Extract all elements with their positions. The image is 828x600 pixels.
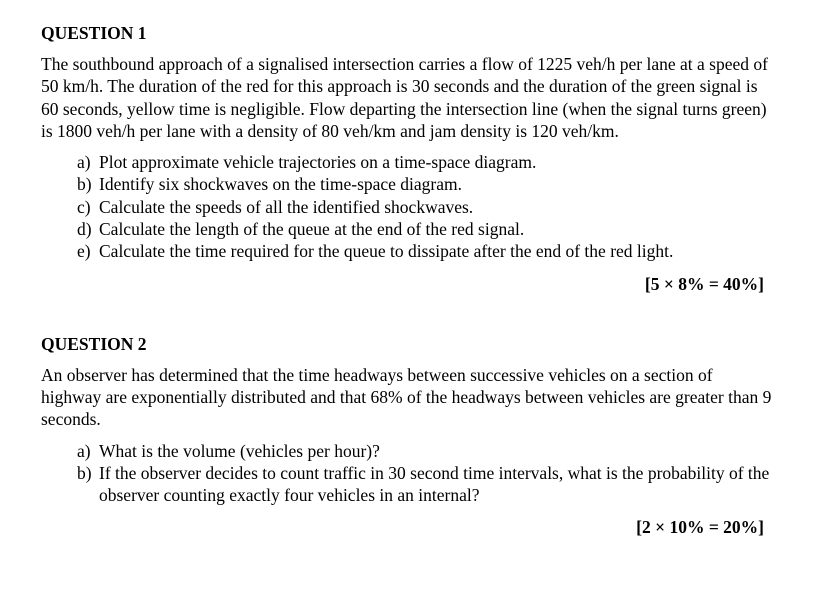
question-2-part-b: [77, 462, 776, 507]
part-text: Calculate the time required for the queue to dissipate after the end of the red light.: [99, 241, 674, 262]
exam-page: [41, 0, 776, 538]
question-2-title: QUESTION 2: [41, 333, 147, 354]
question-1-marks: [5 × 8% = 40%]: [644, 273, 764, 294]
question-1-part-d: [77, 218, 776, 240]
part-label: a): [77, 440, 91, 461]
part-label: a): [77, 152, 91, 173]
part-text: Calculate the length of the queue at the end of the red signal.: [99, 219, 525, 240]
part-label: d): [77, 219, 92, 240]
question-2: [41, 333, 776, 539]
part-label: b): [77, 174, 92, 195]
part-text: If the observer decides to count traffic in 30 second time intervals, what is the probability of the observer counting exactly four vehicles in an internal?: [99, 462, 770, 506]
part-label: b): [77, 462, 92, 483]
part-text: Plot approximate vehicle trajectories on a time-space diagram.: [99, 152, 537, 173]
question-2-parts: [41, 440, 776, 507]
question-1-part-b: [77, 173, 776, 195]
part-label: e): [77, 241, 91, 262]
question-1-body: The southbound approach of a signalised intersection carries a flow of 1225 veh/h per lane at a speed of 50 km/h. The duration of the red for this approach is 30 seconds and the duration of the green signal is 60 seconds, yellow time is negligible. Flow departing the intersection line (when the signal turns green) is 1800 veh/h per lane with a density of 80 veh/km and jam density is 120 veh/km.: [41, 54, 768, 141]
question-1-title: QUESTION 1: [41, 23, 147, 43]
question-1-part-e: [77, 240, 776, 262]
question-2-body: An observer has determined that the time headways between successive vehicles on a section of highway are exponentially distributed and that 68% of the headways between vehicles are greater than 9 seconds.: [41, 364, 772, 430]
part-text: Identify six shockwaves on the time-space diagram.: [99, 174, 463, 195]
question-1-parts: [41, 151, 776, 262]
question-1-part-c: [77, 196, 776, 218]
part-text: Calculate the speeds of all the identified shockwaves.: [99, 196, 474, 217]
question-1-part-a: [77, 151, 776, 173]
part-label: c): [77, 196, 91, 217]
question-2-part-a: [77, 440, 776, 462]
part-text: What is the volume (vehicles per hour)?: [99, 440, 380, 461]
question-2-marks: [2 × 10% = 20%]: [636, 517, 764, 538]
question-1: [41, 22, 776, 295]
